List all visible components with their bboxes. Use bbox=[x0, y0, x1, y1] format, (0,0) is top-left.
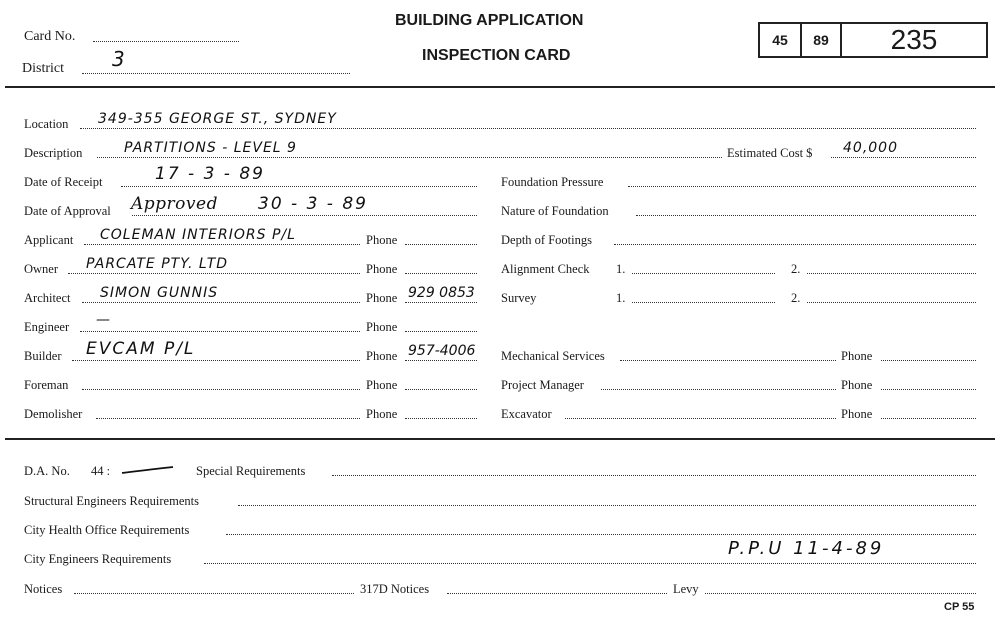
estimated-cost-value: 40,000 bbox=[843, 140, 898, 156]
district-line[interactable] bbox=[82, 73, 350, 74]
builder-phone-value: 957-4006 bbox=[408, 343, 476, 359]
foundation-pressure-label: Foundation Pressure bbox=[501, 175, 604, 189]
demolisher-phone-label: Phone bbox=[366, 407, 398, 421]
foreman-phone-label: Phone bbox=[366, 378, 398, 392]
excavator-phone-line[interactable] bbox=[881, 418, 976, 419]
alignment-two-line[interactable] bbox=[807, 273, 976, 274]
city-engineers-line[interactable] bbox=[204, 563, 976, 564]
excavator-phone-label: Phone bbox=[841, 407, 873, 421]
architect-label: Architect bbox=[24, 291, 71, 305]
builder-value: EVCAM P/L bbox=[86, 339, 196, 359]
builder-phone-label: Phone bbox=[366, 349, 398, 363]
architect-phone-line[interactable] bbox=[405, 302, 477, 303]
district-value: 3 bbox=[112, 47, 127, 71]
special-requirements-label: Special Requirements bbox=[196, 464, 306, 478]
estimated-cost-label: Estimated Cost $ bbox=[727, 146, 813, 160]
demolisher-line[interactable] bbox=[96, 418, 360, 419]
applicant-line[interactable] bbox=[84, 244, 360, 245]
da-no-label: D.A. No. bbox=[24, 464, 70, 478]
project-manager-phone-label: Phone bbox=[841, 378, 873, 392]
da-no-signature-mark bbox=[120, 462, 176, 476]
owner-value: PARCATE PTY. LTD bbox=[86, 256, 229, 272]
mechanical-phone-line[interactable] bbox=[881, 360, 976, 361]
applicant-phone-line[interactable] bbox=[405, 244, 477, 245]
engineer-label: Engineer bbox=[24, 320, 70, 334]
alignment-check-label: Alignment Check bbox=[501, 262, 590, 276]
excavator-line[interactable] bbox=[565, 418, 836, 419]
excavator-label: Excavator bbox=[501, 407, 552, 421]
da-no-value: 44 : bbox=[91, 464, 111, 478]
survey-label: Survey bbox=[501, 291, 537, 305]
city-health-line[interactable] bbox=[226, 534, 976, 535]
date-receipt-line[interactable] bbox=[121, 186, 477, 187]
date-approval-value: 30 - 3 - 89 bbox=[258, 194, 368, 214]
description-value: PARTITIONS - LEVEL 9 bbox=[124, 140, 297, 156]
levy-label: Levy bbox=[673, 582, 699, 596]
middle-divider bbox=[5, 438, 995, 440]
card-number-box-main: 235 bbox=[840, 22, 988, 58]
demolisher-phone-line[interactable] bbox=[405, 418, 477, 419]
form-code: CP 55 bbox=[944, 601, 975, 613]
architect-value: SIMON GUNNIS bbox=[100, 285, 219, 301]
engineer-phone-label: Phone bbox=[366, 320, 398, 334]
survey-two-line[interactable] bbox=[807, 302, 976, 303]
architect-phone-value: 929 0853 bbox=[408, 285, 475, 301]
alignment-one-label: 1. bbox=[616, 262, 626, 276]
district-label: District bbox=[22, 61, 64, 76]
engineer-line[interactable] bbox=[80, 331, 360, 332]
notices-label: Notices bbox=[24, 582, 63, 596]
levy-line[interactable] bbox=[705, 593, 976, 594]
applicant-value: COLEMAN INTERIORS P/L bbox=[100, 227, 296, 243]
card-no-line[interactable] bbox=[93, 41, 239, 42]
project-manager-label: Project Manager bbox=[501, 378, 584, 392]
date-receipt-value: 17 - 3 - 89 bbox=[155, 164, 265, 184]
survey-one-label: 1. bbox=[616, 291, 626, 305]
title-line-2: INSPECTION CARD bbox=[422, 47, 571, 64]
notices-317d-label: 317D Notices bbox=[360, 582, 430, 596]
foreman-line[interactable] bbox=[82, 389, 360, 390]
architect-phone-label: Phone bbox=[366, 291, 398, 305]
city-engineers-note: P.P.U 11-4-89 bbox=[728, 538, 885, 559]
date-approval-label: Date of Approval bbox=[24, 204, 111, 218]
demolisher-label: Demolisher bbox=[24, 407, 83, 421]
description-label: Description bbox=[24, 146, 83, 160]
title-line-1: BUILDING APPLICATION bbox=[395, 12, 584, 29]
engineer-phone-line[interactable] bbox=[405, 331, 477, 332]
foreman-label: Foreman bbox=[24, 378, 69, 392]
owner-phone-line[interactable] bbox=[405, 273, 477, 274]
owner-phone-label: Phone bbox=[366, 262, 398, 276]
nature-foundation-label: Nature of Foundation bbox=[501, 204, 609, 218]
structural-engineers-line[interactable] bbox=[238, 505, 976, 506]
owner-line[interactable] bbox=[68, 273, 360, 274]
builder-label: Builder bbox=[24, 349, 62, 363]
applicant-label: Applicant bbox=[24, 233, 74, 247]
depth-footings-label: Depth of Footings bbox=[501, 233, 592, 247]
date-receipt-label: Date of Receipt bbox=[24, 175, 103, 189]
nature-foundation-line[interactable] bbox=[636, 215, 976, 216]
mechanical-services-label: Mechanical Services bbox=[501, 349, 605, 363]
special-requirements-line[interactable] bbox=[332, 475, 976, 476]
survey-one-line[interactable] bbox=[632, 302, 775, 303]
mechanical-services-line[interactable] bbox=[620, 360, 836, 361]
project-manager-line[interactable] bbox=[601, 389, 836, 390]
date-approval-line[interactable] bbox=[132, 215, 477, 216]
mechanical-phone-label: Phone bbox=[841, 349, 873, 363]
location-label: Location bbox=[24, 117, 69, 131]
owner-label: Owner bbox=[24, 262, 59, 276]
description-line[interactable] bbox=[97, 157, 722, 158]
estimated-cost-line[interactable] bbox=[831, 157, 976, 158]
builder-phone-line[interactable] bbox=[405, 360, 477, 361]
notices-317d-line[interactable] bbox=[447, 593, 667, 594]
card-number-box-b: 89 bbox=[800, 22, 842, 58]
date-approval-note: Approved bbox=[131, 194, 218, 214]
architect-line[interactable] bbox=[82, 302, 360, 303]
structural-engineers-label: Structural Engineers Requirements bbox=[24, 494, 199, 508]
top-divider bbox=[5, 86, 995, 88]
depth-footings-line[interactable] bbox=[614, 244, 976, 245]
location-value: 349-355 GEORGE ST., SYDNEY bbox=[98, 111, 337, 127]
foundation-pressure-line[interactable] bbox=[628, 186, 976, 187]
project-manager-phone-line[interactable] bbox=[881, 389, 976, 390]
alignment-two-label: 2. bbox=[791, 262, 801, 276]
survey-two-label: 2. bbox=[791, 291, 801, 305]
notices-line[interactable] bbox=[74, 593, 354, 594]
engineer-value: — bbox=[96, 312, 111, 328]
location-line[interactable] bbox=[80, 128, 976, 129]
city-health-label: City Health Office Requirements bbox=[24, 523, 190, 537]
applicant-phone-label: Phone bbox=[366, 233, 398, 247]
card-number-box-a: 45 bbox=[758, 22, 802, 58]
card-no-label: Card No. bbox=[24, 29, 76, 44]
builder-line[interactable] bbox=[72, 360, 360, 361]
alignment-one-line[interactable] bbox=[632, 273, 775, 274]
foreman-phone-line[interactable] bbox=[405, 389, 477, 390]
city-engineers-label: City Engineers Requirements bbox=[24, 552, 172, 566]
